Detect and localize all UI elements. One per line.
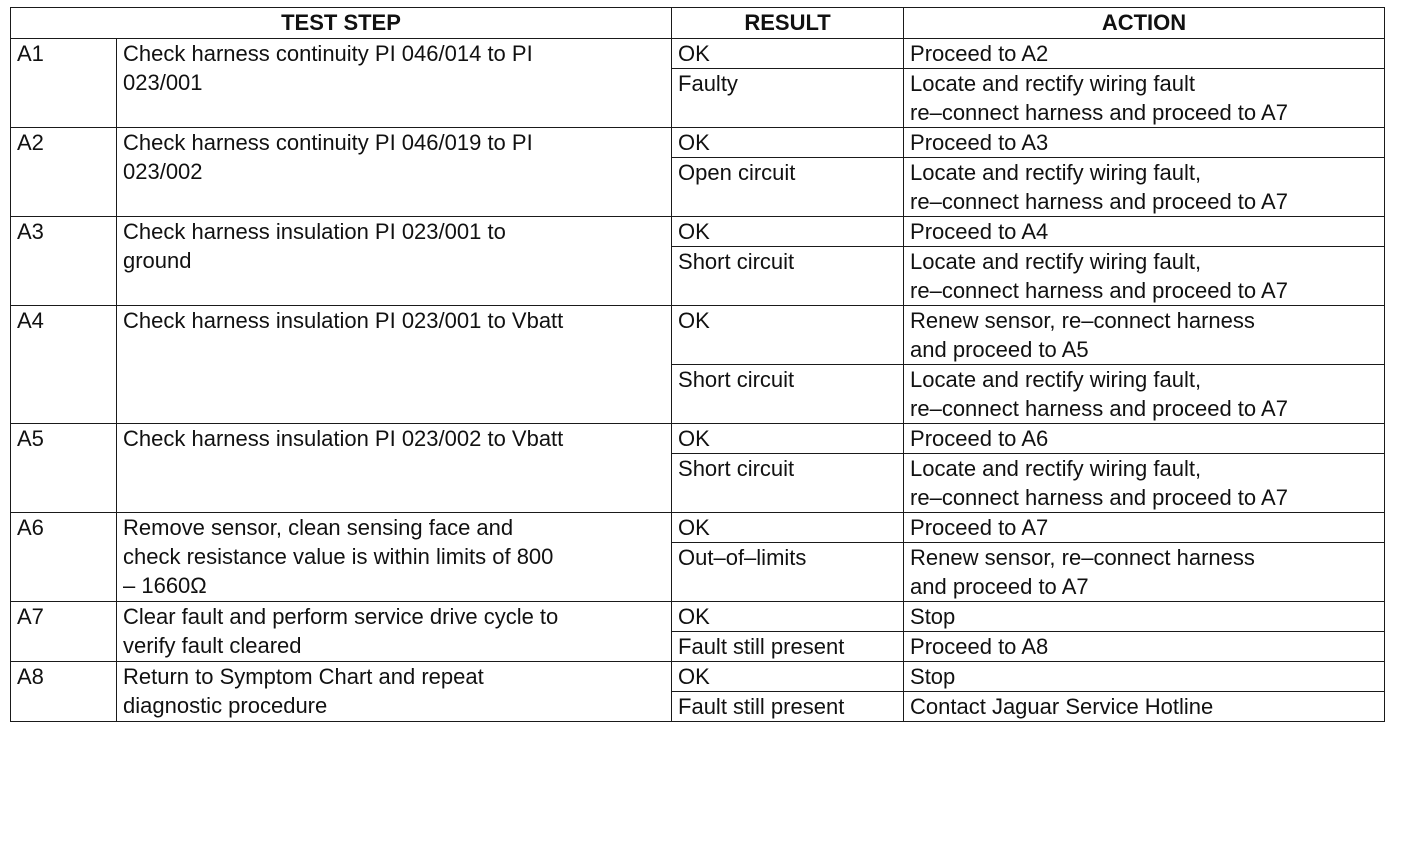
- action-cell: Proceed to A3: [904, 128, 1385, 158]
- step-description: Check harness insulation PI 023/001 to Vbatt: [117, 306, 672, 424]
- action-cell: Locate and rectify wiring fault, re–connect harness and proceed to A7: [904, 247, 1385, 306]
- action-cell: Locate and rectify wiring fault, re–connect harness and proceed to A7: [904, 158, 1385, 217]
- action-cell: Renew sensor, re–connect harness and proceed to A7: [904, 543, 1385, 602]
- step-description: Check harness insulation PI 023/001 to ground: [117, 217, 672, 306]
- step-id: A8: [11, 662, 117, 722]
- step-id: A6: [11, 513, 117, 602]
- result-cell: OK: [672, 306, 904, 365]
- table-body: [11, 39, 1385, 722]
- action-cell: Proceed to A8: [904, 632, 1385, 662]
- action-cell: Renew sensor, re–connect harness and proceed to A5: [904, 306, 1385, 365]
- step-description: Return to Symptom Chart and repeat diagnostic procedure: [117, 662, 672, 722]
- step-id: A3: [11, 217, 117, 306]
- table-row: [11, 662, 1385, 692]
- result-cell: Short circuit: [672, 247, 904, 306]
- table-row: [11, 39, 1385, 69]
- header-test-step: TEST STEP: [11, 8, 672, 39]
- action-cell: Locate and rectify wiring fault, re–connect harness and proceed to A7: [904, 454, 1385, 513]
- step-description: Check harness continuity PI 046/019 to PI 023/002: [117, 128, 672, 217]
- header-result: RESULT: [672, 8, 904, 39]
- result-cell: OK: [672, 217, 904, 247]
- step-id: A7: [11, 602, 117, 662]
- action-cell: Stop: [904, 662, 1385, 692]
- step-id: A5: [11, 424, 117, 513]
- result-cell: OK: [672, 128, 904, 158]
- table-row: [11, 306, 1385, 365]
- result-cell: Fault still present: [672, 692, 904, 722]
- action-cell: Stop: [904, 602, 1385, 632]
- result-cell: Short circuit: [672, 454, 904, 513]
- result-cell: OK: [672, 39, 904, 69]
- header-row: [11, 8, 1385, 39]
- result-cell: OK: [672, 602, 904, 632]
- action-cell: Proceed to A2: [904, 39, 1385, 69]
- result-cell: OK: [672, 662, 904, 692]
- result-cell: OK: [672, 513, 904, 543]
- action-cell: Locate and rectify wiring fault, re–connect harness and proceed to A7: [904, 365, 1385, 424]
- action-cell: Locate and rectify wiring fault re–connect harness and proceed to A7: [904, 69, 1385, 128]
- result-cell: OK: [672, 424, 904, 454]
- action-cell: Proceed to A4: [904, 217, 1385, 247]
- step-description: Check harness continuity PI 046/014 to PI 023/001: [117, 39, 672, 128]
- table-row: [11, 128, 1385, 158]
- diagnostic-table: [10, 7, 1385, 722]
- action-cell: Proceed to A6: [904, 424, 1385, 454]
- table-row: [11, 602, 1385, 632]
- table-row: [11, 513, 1385, 543]
- result-cell: Out–of–limits: [672, 543, 904, 602]
- result-cell: Faulty: [672, 69, 904, 128]
- table-row: [11, 424, 1385, 454]
- step-description: Clear fault and perform service drive cycle to verify fault cleared: [117, 602, 672, 662]
- result-cell: Short circuit: [672, 365, 904, 424]
- step-id: A1: [11, 39, 117, 128]
- header-action: ACTION: [904, 8, 1385, 39]
- action-cell: Contact Jaguar Service Hotline: [904, 692, 1385, 722]
- result-cell: Open circuit: [672, 158, 904, 217]
- result-cell: Fault still present: [672, 632, 904, 662]
- table-row: [11, 217, 1385, 247]
- step-description: Remove sensor, clean sensing face and check resistance value is within limits of 800 – 1660Ω: [117, 513, 672, 602]
- step-id: A2: [11, 128, 117, 217]
- step-id: A4: [11, 306, 117, 424]
- step-description: Check harness insulation PI 023/002 to Vbatt: [117, 424, 672, 513]
- action-cell: Proceed to A7: [904, 513, 1385, 543]
